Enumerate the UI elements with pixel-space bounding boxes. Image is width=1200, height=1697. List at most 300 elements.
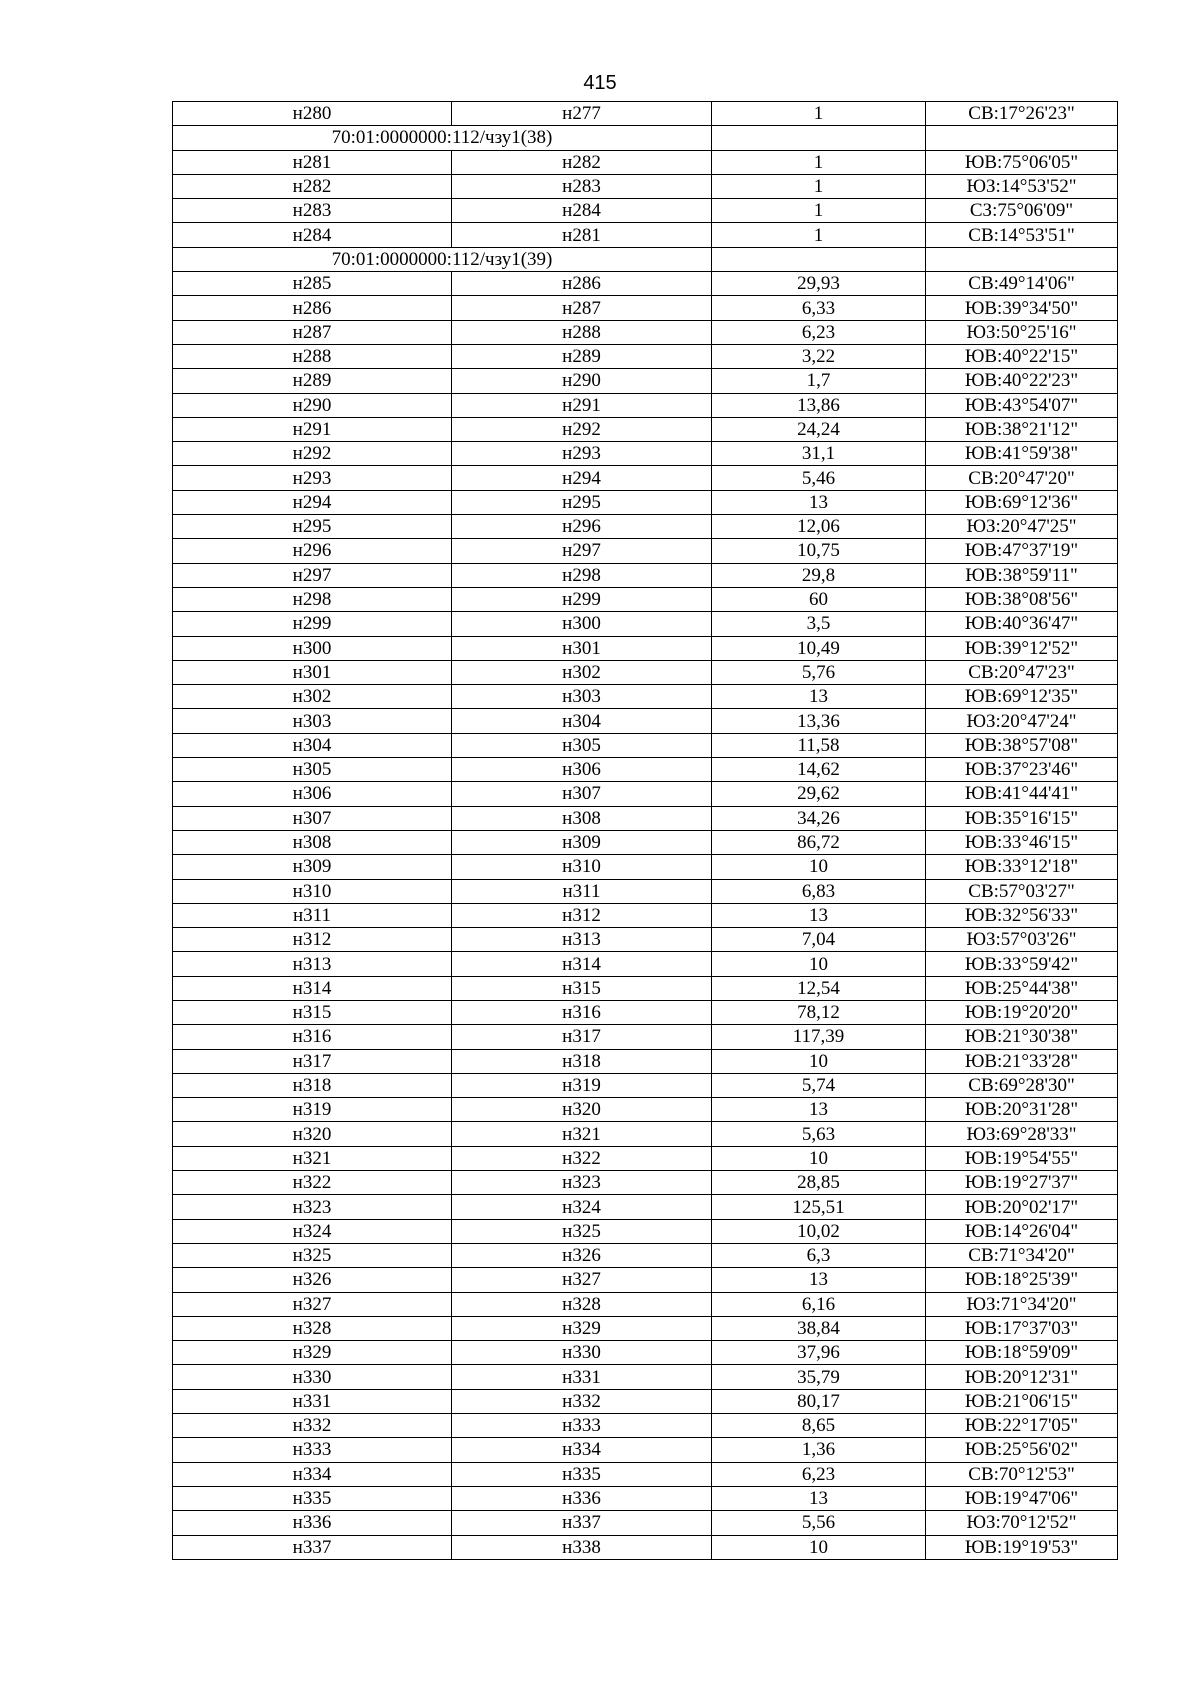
table-row <box>173 976 1118 1000</box>
bearing-cell: ЮВ:38°57'08" <box>926 733 1118 757</box>
length-cell: 29,62 <box>712 782 926 806</box>
length-cell: 38,84 <box>712 1316 926 1340</box>
length-cell: 6,83 <box>712 879 926 903</box>
bearing-cell: ЮВ:40°22'23" <box>926 369 1118 393</box>
table-row <box>173 1146 1118 1170</box>
from-point-cell: н302 <box>173 685 452 709</box>
length-cell: 24,24 <box>712 417 926 441</box>
from-point-cell: н290 <box>173 393 452 417</box>
table-row <box>173 1049 1118 1073</box>
length-cell: 125,51 <box>712 1195 926 1219</box>
length-cell: 7,04 <box>712 928 926 952</box>
table-row <box>173 466 1118 490</box>
table-row <box>173 515 1118 539</box>
length-cell: 1 <box>712 174 926 198</box>
table-row <box>173 1414 1118 1438</box>
table-row <box>173 1511 1118 1535</box>
from-point-cell: н333 <box>173 1438 452 1462</box>
table-row <box>173 806 1118 830</box>
page-number: 415 <box>583 72 617 94</box>
table-row <box>173 1025 1118 1049</box>
table-row <box>173 733 1118 757</box>
table-row <box>173 928 1118 952</box>
to-point-cell: н284 <box>452 199 712 223</box>
length-cell: 12,54 <box>712 976 926 1000</box>
from-point-cell: н297 <box>173 563 452 587</box>
to-point-cell: н281 <box>452 223 712 247</box>
length-cell: 13,86 <box>712 393 926 417</box>
table-row <box>173 830 1118 854</box>
to-point-cell: н293 <box>452 442 712 466</box>
section-header-row <box>173 247 1118 271</box>
table-row <box>173 1171 1118 1195</box>
from-point-cell: н328 <box>173 1316 452 1340</box>
empty-cell <box>926 126 1118 150</box>
bearing-cell: ЮВ:41°44'41" <box>926 782 1118 806</box>
length-cell: 60 <box>712 587 926 611</box>
table-row <box>173 952 1118 976</box>
bearing-cell: ЮЗ:50°25'16" <box>926 320 1118 344</box>
bearing-cell: ЮВ:25°44'38" <box>926 976 1118 1000</box>
length-cell: 13 <box>712 1098 926 1122</box>
table-row <box>173 685 1118 709</box>
length-cell: 10,02 <box>712 1219 926 1243</box>
bearing-cell: СВ:20°47'20" <box>926 466 1118 490</box>
bearing-cell: ЮВ:40°36'47" <box>926 612 1118 636</box>
bearing-cell: ЮВ:75°06'05" <box>926 150 1118 174</box>
table-row <box>173 1195 1118 1219</box>
table-row <box>173 1316 1118 1340</box>
bearing-cell: СВ:57°03'27" <box>926 879 1118 903</box>
to-point-cell: н306 <box>452 758 712 782</box>
from-point-cell: н329 <box>173 1341 452 1365</box>
length-cell: 8,65 <box>712 1414 926 1438</box>
to-point-cell: н289 <box>452 344 712 368</box>
section-label: 70:01:0000000:112/чзу1(38) <box>173 126 712 150</box>
length-cell: 3,22 <box>712 344 926 368</box>
table-row <box>173 1486 1118 1510</box>
to-point-cell: н313 <box>452 928 712 952</box>
bearing-cell: ЮВ:19°54'55" <box>926 1146 1118 1170</box>
to-point-cell: н321 <box>452 1122 712 1146</box>
length-cell: 10 <box>712 1146 926 1170</box>
length-cell: 5,76 <box>712 660 926 684</box>
table-row <box>173 758 1118 782</box>
table-row <box>173 174 1118 198</box>
to-point-cell: н338 <box>452 1535 712 1559</box>
bearing-cell: ЮВ:37°23'46" <box>926 758 1118 782</box>
to-point-cell: н286 <box>452 272 712 296</box>
bearing-cell: ЮВ:40°22'15" <box>926 344 1118 368</box>
table-row <box>173 199 1118 223</box>
from-point-cell: н337 <box>173 1535 452 1559</box>
to-point-cell: н325 <box>452 1219 712 1243</box>
to-point-cell: н335 <box>452 1462 712 1486</box>
length-cell: 6,16 <box>712 1292 926 1316</box>
table-row <box>173 1219 1118 1243</box>
bearing-cell: ЮВ:19°27'37" <box>926 1171 1118 1195</box>
table-row <box>173 1098 1118 1122</box>
table-row <box>173 709 1118 733</box>
length-cell: 1 <box>712 199 926 223</box>
bearing-cell: ЮВ:69°12'36" <box>926 490 1118 514</box>
from-point-cell: н294 <box>173 490 452 514</box>
to-point-cell: н283 <box>452 174 712 198</box>
from-point-cell: н320 <box>173 1122 452 1146</box>
length-cell: 13 <box>712 1268 926 1292</box>
table-row <box>173 272 1118 296</box>
to-point-cell: н287 <box>452 296 712 320</box>
bearing-cell: ЮВ:21°30'38" <box>926 1025 1118 1049</box>
bearing-cell: СВ:49°14'06" <box>926 272 1118 296</box>
table-row <box>173 1341 1118 1365</box>
length-cell: 29,8 <box>712 563 926 587</box>
to-point-cell: н290 <box>452 369 712 393</box>
length-cell: 29,93 <box>712 272 926 296</box>
length-cell: 86,72 <box>712 830 926 854</box>
from-point-cell: н312 <box>173 928 452 952</box>
table-row <box>173 369 1118 393</box>
table-row <box>173 296 1118 320</box>
bearing-cell: ЮВ:39°34'50" <box>926 296 1118 320</box>
bearing-cell: ЮВ:33°46'15" <box>926 830 1118 854</box>
to-point-cell: н330 <box>452 1341 712 1365</box>
bearing-cell: СВ:14°53'51" <box>926 223 1118 247</box>
length-cell: 5,46 <box>712 466 926 490</box>
bearing-cell: ЮВ:33°12'18" <box>926 855 1118 879</box>
from-point-cell: н308 <box>173 830 452 854</box>
table-row <box>173 490 1118 514</box>
length-cell: 13 <box>712 1486 926 1510</box>
table-row <box>173 320 1118 344</box>
bearing-cell: ЮВ:17°37'03" <box>926 1316 1118 1340</box>
length-cell: 6,33 <box>712 296 926 320</box>
bearing-cell: ЮЗ:20°47'24" <box>926 709 1118 733</box>
length-cell: 10 <box>712 1049 926 1073</box>
empty-cell <box>712 126 926 150</box>
length-cell: 117,39 <box>712 1025 926 1049</box>
from-point-cell: н314 <box>173 976 452 1000</box>
table-row <box>173 636 1118 660</box>
from-point-cell: н299 <box>173 612 452 636</box>
to-point-cell: н277 <box>452 102 712 126</box>
table-row <box>173 417 1118 441</box>
from-point-cell: н295 <box>173 515 452 539</box>
from-point-cell: н309 <box>173 855 452 879</box>
empty-cell <box>926 247 1118 271</box>
bearing-cell: СВ:71°34'20" <box>926 1243 1118 1267</box>
bearing-cell: ЮВ:39°12'52" <box>926 636 1118 660</box>
from-point-cell: н321 <box>173 1146 452 1170</box>
table-row <box>173 879 1118 903</box>
to-point-cell: н326 <box>452 1243 712 1267</box>
from-point-cell: н292 <box>173 442 452 466</box>
length-cell: 80,17 <box>712 1389 926 1413</box>
length-cell: 13 <box>712 685 926 709</box>
from-point-cell: н331 <box>173 1389 452 1413</box>
section-label: 70:01:0000000:112/чзу1(39) <box>173 247 712 271</box>
to-point-cell: н332 <box>452 1389 712 1413</box>
length-cell: 31,1 <box>712 442 926 466</box>
empty-cell <box>712 247 926 271</box>
to-point-cell: н324 <box>452 1195 712 1219</box>
from-point-cell: н335 <box>173 1486 452 1510</box>
table-row <box>173 903 1118 927</box>
length-cell: 6,3 <box>712 1243 926 1267</box>
table-row <box>173 612 1118 636</box>
bearing-cell: ЮВ:69°12'35" <box>926 685 1118 709</box>
bearing-cell: ЮВ:20°31'28" <box>926 1098 1118 1122</box>
to-point-cell: н296 <box>452 515 712 539</box>
to-point-cell: н329 <box>452 1316 712 1340</box>
to-point-cell: н295 <box>452 490 712 514</box>
bearing-cell: ЮЗ:70°12'52" <box>926 1511 1118 1535</box>
table-row <box>173 587 1118 611</box>
bearing-cell: ЮВ:25°56'02" <box>926 1438 1118 1462</box>
from-point-cell: н315 <box>173 1000 452 1024</box>
length-cell: 34,26 <box>712 806 926 830</box>
bearing-cell: ЮВ:19°47'06" <box>926 1486 1118 1510</box>
table-row <box>173 1389 1118 1413</box>
length-cell: 6,23 <box>712 320 926 344</box>
bearing-cell: ЮВ:20°02'17" <box>926 1195 1118 1219</box>
bearing-cell: ЮВ:38°08'56" <box>926 587 1118 611</box>
length-cell: 10,75 <box>712 539 926 563</box>
bearing-cell: ЮЗ:69°28'33" <box>926 1122 1118 1146</box>
to-point-cell: н331 <box>452 1365 712 1389</box>
from-point-cell: н304 <box>173 733 452 757</box>
to-point-cell: н333 <box>452 1414 712 1438</box>
from-point-cell: н286 <box>173 296 452 320</box>
to-point-cell: н328 <box>452 1292 712 1316</box>
to-point-cell: н294 <box>452 466 712 490</box>
table-row <box>173 1292 1118 1316</box>
to-point-cell: н311 <box>452 879 712 903</box>
length-cell: 28,85 <box>712 1171 926 1195</box>
length-cell: 10 <box>712 952 926 976</box>
bearing-cell: ЮВ:21°06'15" <box>926 1389 1118 1413</box>
from-point-cell: н319 <box>173 1098 452 1122</box>
table-row <box>173 1462 1118 1486</box>
table-row <box>173 1073 1118 1097</box>
boundary-table <box>172 101 1118 1560</box>
from-point-cell: н285 <box>173 272 452 296</box>
bearing-cell: СВ:17°26'23" <box>926 102 1118 126</box>
table-row <box>173 102 1118 126</box>
table-row <box>173 1000 1118 1024</box>
length-cell: 6,23 <box>712 1462 926 1486</box>
table-row <box>173 150 1118 174</box>
from-point-cell: н330 <box>173 1365 452 1389</box>
bearing-cell: ЮВ:21°33'28" <box>926 1049 1118 1073</box>
to-point-cell: н315 <box>452 976 712 1000</box>
from-point-cell: н310 <box>173 879 452 903</box>
bearing-cell: ЮВ:38°21'12" <box>926 417 1118 441</box>
bearing-cell: ЮВ:19°20'20" <box>926 1000 1118 1024</box>
to-point-cell: н319 <box>452 1073 712 1097</box>
table-row <box>173 1535 1118 1559</box>
table-row <box>173 660 1118 684</box>
from-point-cell: н322 <box>173 1171 452 1195</box>
to-point-cell: н308 <box>452 806 712 830</box>
bearing-cell: ЮЗ:14°53'52" <box>926 174 1118 198</box>
from-point-cell: н336 <box>173 1511 452 1535</box>
to-point-cell: н323 <box>452 1171 712 1195</box>
length-cell: 11,58 <box>712 733 926 757</box>
length-cell: 37,96 <box>712 1341 926 1365</box>
length-cell: 1,36 <box>712 1438 926 1462</box>
length-cell: 10 <box>712 1535 926 1559</box>
from-point-cell: н316 <box>173 1025 452 1049</box>
to-point-cell: н317 <box>452 1025 712 1049</box>
to-point-cell: н312 <box>452 903 712 927</box>
table-row <box>173 782 1118 806</box>
from-point-cell: н325 <box>173 1243 452 1267</box>
from-point-cell: н283 <box>173 199 452 223</box>
length-cell: 13,36 <box>712 709 926 733</box>
bearing-cell: ЮЗ:20°47'25" <box>926 515 1118 539</box>
from-point-cell: н296 <box>173 539 452 563</box>
length-cell: 3,5 <box>712 612 926 636</box>
to-point-cell: н302 <box>452 660 712 684</box>
to-point-cell: н288 <box>452 320 712 344</box>
table-row <box>173 1122 1118 1146</box>
to-point-cell: н314 <box>452 952 712 976</box>
to-point-cell: н301 <box>452 636 712 660</box>
from-point-cell: н324 <box>173 1219 452 1243</box>
from-point-cell: н313 <box>173 952 452 976</box>
from-point-cell: н323 <box>173 1195 452 1219</box>
length-cell: 10,49 <box>712 636 926 660</box>
from-point-cell: н293 <box>173 466 452 490</box>
length-cell: 5,63 <box>712 1122 926 1146</box>
from-point-cell: н307 <box>173 806 452 830</box>
length-cell: 5,74 <box>712 1073 926 1097</box>
length-cell: 1 <box>712 223 926 247</box>
length-cell: 13 <box>712 903 926 927</box>
from-point-cell: н289 <box>173 369 452 393</box>
from-point-cell: н287 <box>173 320 452 344</box>
to-point-cell: н336 <box>452 1486 712 1510</box>
from-point-cell: н280 <box>173 102 452 126</box>
from-point-cell: н334 <box>173 1462 452 1486</box>
length-cell: 1,7 <box>712 369 926 393</box>
bearing-cell: ЮВ:43°54'07" <box>926 393 1118 417</box>
to-point-cell: н300 <box>452 612 712 636</box>
boundary-table-body <box>173 102 1118 1560</box>
from-point-cell: н332 <box>173 1414 452 1438</box>
table-row <box>173 1243 1118 1267</box>
bearing-cell: ЮВ:33°59'42" <box>926 952 1118 976</box>
length-cell: 10 <box>712 855 926 879</box>
from-point-cell: н282 <box>173 174 452 198</box>
from-point-cell: н327 <box>173 1292 452 1316</box>
from-point-cell: н298 <box>173 587 452 611</box>
length-cell: 1 <box>712 150 926 174</box>
from-point-cell: н301 <box>173 660 452 684</box>
to-point-cell: н334 <box>452 1438 712 1462</box>
to-point-cell: н297 <box>452 539 712 563</box>
length-cell: 78,12 <box>712 1000 926 1024</box>
bearing-cell: ЮЗ:71°34'20" <box>926 1292 1118 1316</box>
table-row <box>173 539 1118 563</box>
to-point-cell: н298 <box>452 563 712 587</box>
to-point-cell: н318 <box>452 1049 712 1073</box>
from-point-cell: н300 <box>173 636 452 660</box>
length-cell: 5,56 <box>712 1511 926 1535</box>
table-row <box>173 1365 1118 1389</box>
to-point-cell: н307 <box>452 782 712 806</box>
table-row <box>173 393 1118 417</box>
length-cell: 14,62 <box>712 758 926 782</box>
table-row <box>173 855 1118 879</box>
bearing-cell: ЮВ:22°17'05" <box>926 1414 1118 1438</box>
from-point-cell: н303 <box>173 709 452 733</box>
to-point-cell: н310 <box>452 855 712 879</box>
bearing-cell: ЮВ:41°59'38" <box>926 442 1118 466</box>
from-point-cell: н311 <box>173 903 452 927</box>
table-row <box>173 1438 1118 1462</box>
bearing-cell: ЮЗ:57°03'26" <box>926 928 1118 952</box>
bearing-cell: СВ:70°12'53" <box>926 1462 1118 1486</box>
from-point-cell: н305 <box>173 758 452 782</box>
bearing-cell: СВ:20°47'23" <box>926 660 1118 684</box>
from-point-cell: н284 <box>173 223 452 247</box>
section-header-row <box>173 126 1118 150</box>
bearing-cell: СВ:69°28'30" <box>926 1073 1118 1097</box>
from-point-cell: н291 <box>173 417 452 441</box>
bearing-cell: СЗ:75°06'09" <box>926 199 1118 223</box>
length-cell: 1 <box>712 102 926 126</box>
length-cell: 13 <box>712 490 926 514</box>
bearing-cell: ЮВ:47°37'19" <box>926 539 1118 563</box>
from-point-cell: н326 <box>173 1268 452 1292</box>
bearing-cell: ЮВ:35°16'15" <box>926 806 1118 830</box>
from-point-cell: н318 <box>173 1073 452 1097</box>
from-point-cell: н317 <box>173 1049 452 1073</box>
to-point-cell: н309 <box>452 830 712 854</box>
to-point-cell: н292 <box>452 417 712 441</box>
to-point-cell: н304 <box>452 709 712 733</box>
to-point-cell: н337 <box>452 1511 712 1535</box>
to-point-cell: н320 <box>452 1098 712 1122</box>
table-row <box>173 344 1118 368</box>
to-point-cell: н322 <box>452 1146 712 1170</box>
bearing-cell: ЮВ:32°56'33" <box>926 903 1118 927</box>
from-point-cell: н281 <box>173 150 452 174</box>
to-point-cell: н282 <box>452 150 712 174</box>
table-row <box>173 223 1118 247</box>
table-row <box>173 563 1118 587</box>
to-point-cell: н303 <box>452 685 712 709</box>
to-point-cell: н291 <box>452 393 712 417</box>
bearing-cell: ЮВ:18°25'39" <box>926 1268 1118 1292</box>
table-row <box>173 1268 1118 1292</box>
bearing-cell: ЮВ:18°59'09" <box>926 1341 1118 1365</box>
bearing-cell: ЮВ:14°26'04" <box>926 1219 1118 1243</box>
from-point-cell: н288 <box>173 344 452 368</box>
table-row <box>173 442 1118 466</box>
from-point-cell: н306 <box>173 782 452 806</box>
bearing-cell: ЮВ:20°12'31" <box>926 1365 1118 1389</box>
to-point-cell: н305 <box>452 733 712 757</box>
length-cell: 35,79 <box>712 1365 926 1389</box>
bearing-cell: ЮВ:38°59'11" <box>926 563 1118 587</box>
to-point-cell: н327 <box>452 1268 712 1292</box>
to-point-cell: н299 <box>452 587 712 611</box>
to-point-cell: н316 <box>452 1000 712 1024</box>
bearing-cell: ЮВ:19°19'53" <box>926 1535 1118 1559</box>
